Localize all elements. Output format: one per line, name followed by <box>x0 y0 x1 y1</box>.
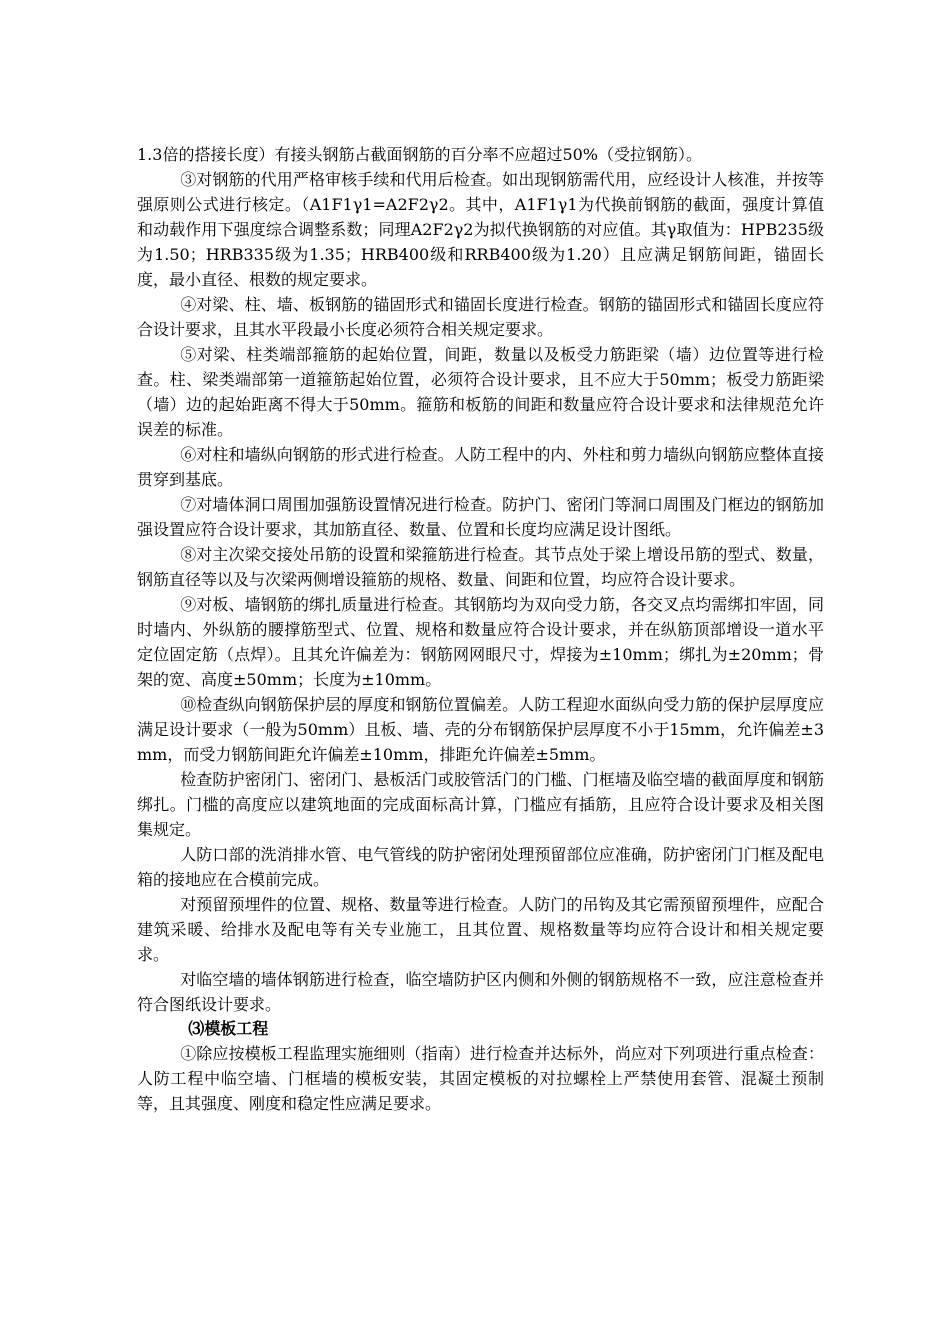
paragraph-drain-pipes: 人防口部的洗消排水管、电气管线的防护密闭处理预留部位应准确，防护密闭门门框及配电箱的接地应在合模前完成。 <box>137 845 824 889</box>
paragraph-substitution: ③对钢筋的代用严格审核手续和代用后检查。如出现钢筋需代用，应经设计人核准，并按等强原则公式进行核定。（A1F1γ1=A2F2γ2。其中，A1F1γ1为代换前钢筋的截面，强度计算值和动载作用下强度综合调整系数；同理A2F2γ2为拟代换钢筋的对应值。其γ取值为：HPB235级为1.50；HRB335级为1.35；HRB400级和RRB400级为1.20）且应满足钢筋间距，锚固长度，最小直径、根数的规定要求。 <box>137 170 824 289</box>
paragraph-vertical-bars: ⑥对柱和墙纵向钢筋的形式进行检查。人防工程中的内、外柱和剪力墙纵向钢筋应整体直接贯穿到基底。 <box>137 445 824 489</box>
paragraph-cover-thickness: ⑩检查纵向钢筋保护层的厚度和钢筋位置偏差。人防工程迎水面纵向受力筋的保护层厚度应满足设计要求（一般为50mm）且板、墙、壳的分布钢筋保护层厚度不小于15mm，允许偏差±3mm，而受力钢筋间距允许偏差±10mm，排距允许偏差±5mm。 <box>137 695 824 764</box>
document-page <box>137 142 824 1116</box>
section-heading-formwork: ⑶模板工程 <box>188 1019 269 1038</box>
paragraph-opening-reinforcement: ⑦对墙体洞口周围加强筋设置情况进行检查。防护门、密闭门等洞口周围及门框边的钢筋加强设置应符合设计要求，其加筋直径、数量、位置和长度均应满足设计图纸。 <box>137 495 824 539</box>
paragraph-formwork-inspection: ①除应按模板工程监理实施细则（指南）进行检查并达标外，尚应对下列项进行重点检查：人防工程中临空墙、门框墙的模板安装，其固定模板的对拉螺栓上严禁使用套管、混凝土预制等，且其强度、刚度和稳定性应满足要求。 <box>137 1044 824 1113</box>
paragraph-embedded-parts: 对预留预埋件的位置、规格、数量等进行检查。人防门的吊钩及其它需预留预埋件，应配合建筑采暖、给排水及配电等有关专业施工，且其位置、规格数量等均应符合设计和相关规定要求。 <box>137 895 824 964</box>
paragraph-lap-splice: 1.3倍的搭接长度）有接头钢筋占截面钢筋的百分率不应超过50%（受拉钢筋）。 <box>137 145 703 164</box>
paragraph-binding-quality: ⑨对板、墙钢筋的绑扎质量进行检查。其钢筋均为双向受力筋，各交叉点均需绑扣牢固，同时墙内、外纵筋的腰撑筋型式、位置、规格和数量应符合设计要求，并在纵筋顶部增设一道水平定位固定筋（点焊）。且其允许偏差为：钢筋网网眼尺寸，焊接为±10mm；绑扎为±20mm；骨架的宽、高度±50mm；长度为±10mm。 <box>137 595 824 689</box>
paragraph-door-sill: 检查防护密闭门、密闭门、悬板活门或胶管活门的门槛、门框墙及临空墙的截面厚度和钢筋绑扎。门槛的高度应以建筑地面的完成面标高计算，门槛应有插筋，且应符合设计要求及相关图集规定。 <box>137 770 824 839</box>
paragraph-exposed-wall: 对临空墙的墙体钢筋进行检查，临空墙防护区内侧和外侧的钢筋规格不一致，应注意检查并符合图纸设计要求。 <box>137 970 824 1014</box>
paragraph-hanger-bars: ⑧对主次梁交接处吊筋的设置和梁箍筋进行检查。其节点处于梁上增设吊筋的型式、数量，钢筋直径等以及与次梁两侧增设箍筋的规格、数量、间距和位置，均应符合设计要求。 <box>137 545 824 589</box>
paragraph-anchorage: ④对梁、柱、墙、板钢筋的锚固形式和锚固长度进行检查。钢筋的锚固形式和锚固长度应符合设计要求，且其水平段最小长度必须符合相关规定要求。 <box>137 295 824 339</box>
paragraph-stirrups: ⑤对梁、柱类端部箍筋的起始位置，间距，数量以及板受力筋距梁（墙）边位置等进行检查。柱、梁类端部第一道箍筋起始位置，必须符合设计要求，且不应大于50mm；板受力筋距梁（墙）边的起始距离不得大于50mm。箍筋和板筋的间距和数量应符合设计要求和法律规范允许误差的标准。 <box>137 345 824 439</box>
